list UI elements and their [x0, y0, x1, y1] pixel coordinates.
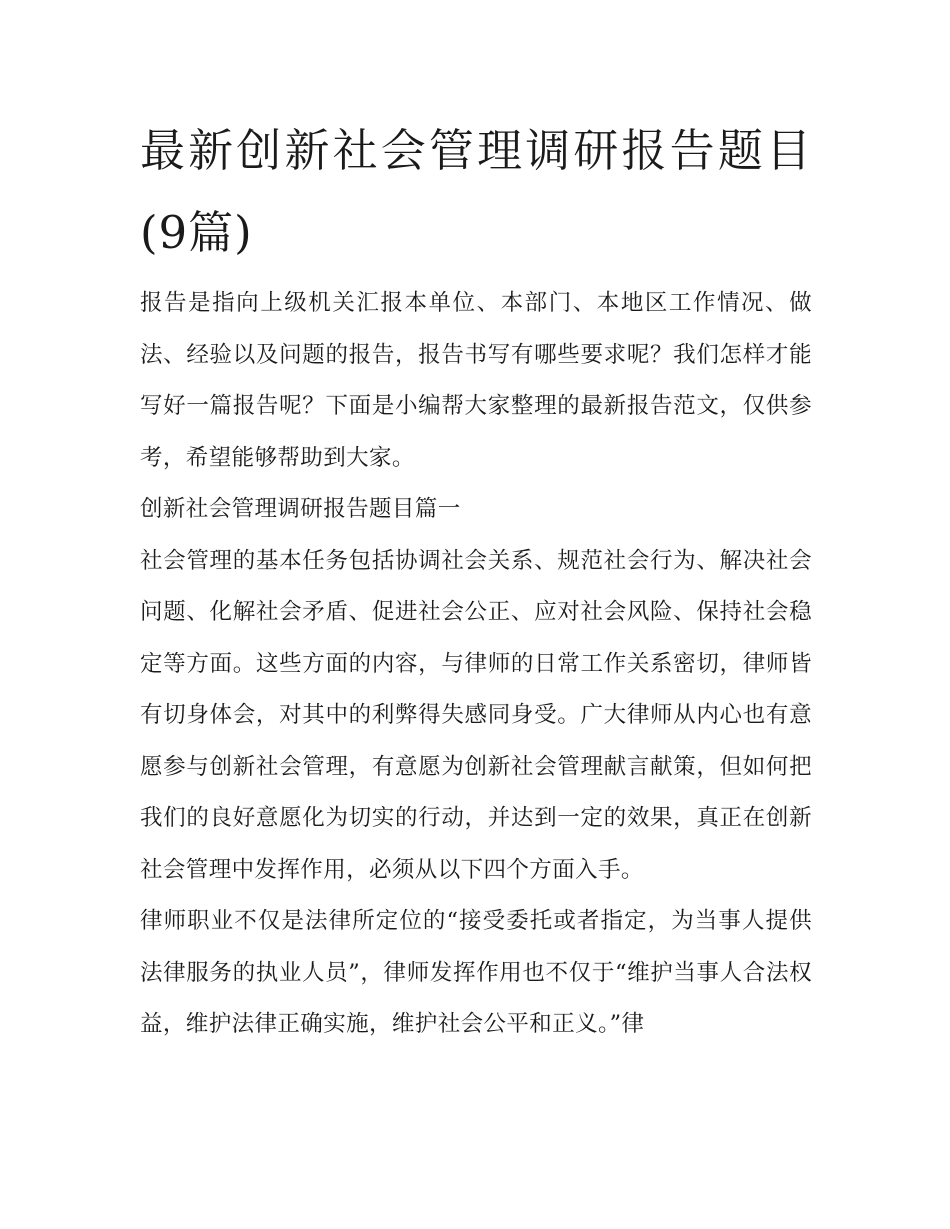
intro-paragraph: 报告是指向上级机关汇报本单位、本部门、本地区工作情况、做法、经验以及问题的报告，报告书写有哪些要求呢？我们怎样才能写好一篇报告呢？下面是小编帮大家整理的最新报告范文，仅供参考，希望能够帮助到大家。	[140, 290, 812, 471]
section-heading: 创新社会管理调研报告题目篇一	[140, 496, 461, 522]
body-paragraph-2: 律师职业不仅是法律所定位的“接受委托或者指定，为当事人提供法律服务的执业人员”，律师发挥作用也不仅于“维护当事人合法权益，维护法律正确实施，维护社会公平和正义。”律	[140, 908, 812, 1037]
document-body	[140, 110, 812, 1051]
body-paragraph-1: 社会管理的基本任务包括协调社会关系、规范社会行为、解决社会问题、化解社会矛盾、促进社会公正、应对社会风险、保持社会稳定等方面。这些方面的内容，与律师的日常工作关系密切，律师皆有切身体会，对其中的利弊得失感同身受。广大律师从内心也有意愿参与创新社会管理，有意愿为创新社会管理献言献策，但如何把我们的良好意愿化为切实的行动，并达到一定的效果，真正在创新社会管理中发挥作用，必须从以下四个方面入手。	[140, 547, 812, 883]
document-title: 最新创新社会管理调研报告题目(9篇)	[140, 124, 812, 259]
